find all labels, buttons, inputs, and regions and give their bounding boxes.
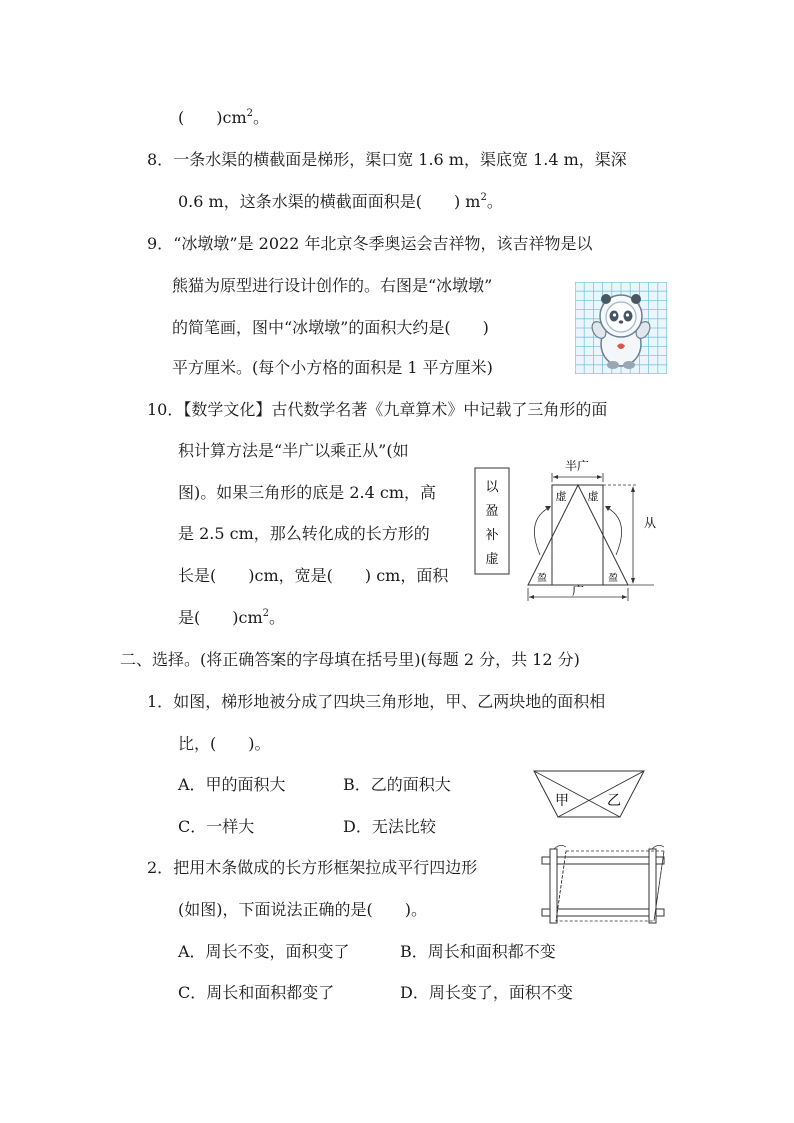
- s2q1-line-1: 1．如图，梯形地被分成了四块三角形地，甲、乙两块地的面积相: [147, 692, 606, 711]
- rotation-arc: [652, 845, 664, 849]
- q7-answer-line: ( )$cm^2$。: [178, 108, 270, 127]
- s2q2-option-c[interactable]: C．周长和面积都变了: [178, 983, 335, 1002]
- q9-line-3: 的简笔画，图中“冰墩墩”的面积大约是( ): [172, 318, 489, 337]
- height-label: 从: [644, 516, 657, 530]
- q10-line-1: 10．【数学文化】古代数学名著《九章算术》中记载了三角形的面: [147, 400, 608, 419]
- box-char: 虚: [485, 552, 499, 567]
- s2q1-line-2: 比，( )。: [178, 734, 271, 753]
- q8-number: 8．: [147, 150, 174, 169]
- q10-line-6: 是( )$cm^2$。: [178, 608, 286, 627]
- half-base-label: 半广: [564, 459, 590, 473]
- q9-number: 9．: [147, 234, 174, 253]
- q10-line-3: 图)。如果三角形的底是 2.4 cm，高: [178, 483, 436, 502]
- yi-label: 乙: [607, 793, 621, 809]
- q10-line-4: 是 2.5 cm，那么转化成的长方形的: [178, 524, 430, 543]
- s2q2-number: 2．: [147, 858, 174, 877]
- q8-line-2: 0.6 m，这条水渠的横截面面积是( ) $m^2$。: [178, 192, 503, 211]
- s2q1-option-c[interactable]: C．一样大: [178, 817, 255, 836]
- wooden-frame-figure: [540, 843, 670, 925]
- ying-label: 盈: [537, 573, 547, 584]
- q8-line-1: 8．一条水渠的横截面是梯形，渠口宽 1.6 m，渠底宽 1.4 m，渠深: [147, 150, 627, 169]
- rotation-arc: [554, 845, 566, 849]
- s2q1-option-b[interactable]: B．乙的面积大: [343, 775, 451, 794]
- trapezoid-figure: [532, 768, 648, 822]
- q10-line-2: 积计算方法是“半广以乘正从”(如: [178, 441, 409, 460]
- xu-label: 虚: [587, 490, 599, 503]
- s2q2-option-d[interactable]: D．周长变了，面积不变: [400, 983, 573, 1002]
- s2q2-line-2: (如图)，下面说法正确的是( )。: [178, 900, 427, 919]
- bing-dwen-dwen-grid-figure: [575, 282, 667, 374]
- q10-line-5: 长是( )cm，宽是( ) cm，面积: [178, 566, 449, 585]
- q10-number: 10．: [147, 400, 184, 419]
- ying-label: 盈: [608, 573, 618, 584]
- s2q2-line-1: 2．把用木条做成的长方形框架拉成平行四边形: [147, 858, 478, 877]
- s2q1-number: 1．: [147, 692, 174, 711]
- s2q1-option-a[interactable]: A．甲的面积大: [178, 775, 286, 794]
- base-label: 广: [571, 584, 585, 598]
- jia-label: 甲: [555, 793, 569, 809]
- yi-ying-bu-xu-box: [474, 467, 510, 575]
- q7-open-paren: (: [178, 108, 185, 127]
- q9-line-1: 9．“冰墩墩”是 2022 年北京冬季奥运会吉祥物，该吉祥物是以: [147, 234, 593, 253]
- xu-label: 虚: [555, 490, 567, 503]
- box-char: 以: [485, 480, 499, 495]
- box-char: 盈: [485, 504, 499, 519]
- s2q1-option-d[interactable]: D．无法比较: [343, 817, 436, 836]
- section-2-title: 二、选择。(将正确答案的字母填在括号里)(每题 2 分，共 12 分): [120, 650, 580, 669]
- q9-line-2: 熊猫为原型进行设计创作的。右图是“冰墩墩”: [172, 276, 493, 295]
- q9-line-4: 平方厘米。(每个小方格的面积是 1 平方厘米): [172, 358, 493, 377]
- box-char: 补: [485, 528, 499, 543]
- triangle-rectangle-figure: [520, 455, 670, 605]
- s2q2-option-a[interactable]: A．周长不变，面积变了: [178, 942, 350, 961]
- s2q2-option-b[interactable]: B．周长和面积都不变: [400, 942, 556, 961]
